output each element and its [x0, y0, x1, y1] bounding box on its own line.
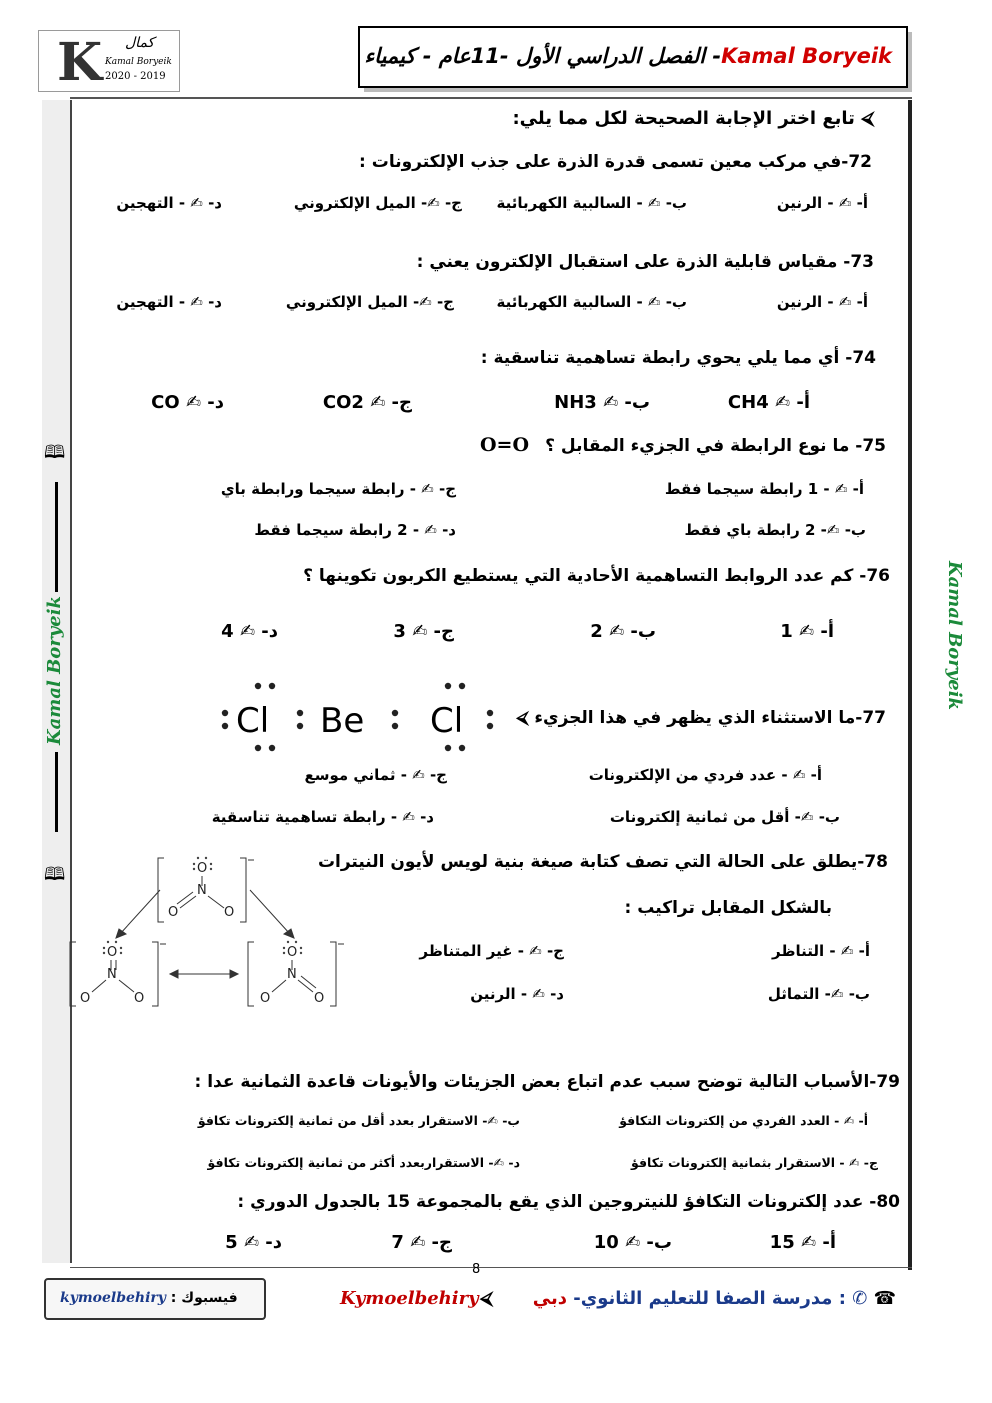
footer-school [533, 1288, 896, 1309]
q73-option-b[interactable]: ب- ✍ - السالبية الكهربائية [496, 293, 687, 311]
header-brand: Kamal Boryeik [721, 44, 892, 68]
electron-dot [222, 710, 228, 716]
q76-option-a[interactable]: أ- ✍ 1 [780, 621, 834, 642]
logo-signature: كمال [125, 35, 155, 51]
question-79: 79-الأسباب التالية توضح سبب عدم اتباع بعض الجزيئات والأيونات قاعدة الثمانية عدا : [194, 1072, 900, 1092]
q77-option-d[interactable]: د- ✍ - رابطة تساهمية تناسقية [211, 808, 434, 826]
q76-option-d[interactable]: د- ✍ 4 [221, 621, 278, 642]
q77-option-b[interactable]: ب- ✍- أقل من ثمانية إلكترونات [609, 808, 840, 826]
side-label-right: Kamal Boryeik [944, 560, 966, 711]
q76-option-b[interactable]: ب- ✍ 2 [590, 621, 656, 642]
q80-option-a[interactable]: أ- ✍ 15 [769, 1232, 836, 1253]
top-divider [70, 97, 912, 99]
electron-dot [445, 745, 451, 751]
side-rule-top [55, 482, 58, 592]
q80-option-c[interactable]: ج- ✍ 7 [391, 1232, 452, 1253]
electron-dot [297, 723, 303, 729]
electron-dot [392, 723, 398, 729]
school-name: : مدرسة الصفا للتعليم الثانوي- [573, 1288, 846, 1309]
page-number: 8 [472, 1262, 481, 1277]
header-title: Kamal Boryeik- الفصل الدراسي الأول -11عام - كيمياء [364, 44, 892, 68]
electron-dot [287, 941, 289, 943]
electron-dot [445, 683, 451, 689]
question-72: 72-في مركب معين تسمى قدرة الذرة على جذب الإلكترونات : [359, 152, 872, 172]
question-75: 75- ما نوع الرابطة في الجزيء المقابل ؟ [545, 436, 886, 456]
electron-dot [197, 857, 199, 859]
right-margin-bar [908, 100, 926, 1270]
q77-option-c[interactable]: ج- ✍ - ثماني موسع [304, 766, 447, 784]
social-label: فيسبوك : [170, 1290, 238, 1306]
question-78: 78-يطلق على الحالة التي تصف كتابة صيغة بنية لويس لأيون النيترات [317, 852, 888, 872]
side-rule-bottom [55, 752, 58, 832]
atom-n: N [197, 883, 207, 898]
question-80: 80- عدد إلكترونات التكافؤ للنيتروجين الذي يقع بالمجموعة 15 بالجدول الدوري : [237, 1192, 900, 1212]
electron-dot [222, 723, 228, 729]
atom-o: O [168, 905, 179, 920]
electron-dot [300, 947, 302, 949]
becl2-lewis-diagram [210, 676, 510, 756]
side-label-left: Kamal Boryeik [44, 595, 66, 746]
social-handle[interactable]: kymoelbehiry [60, 1290, 166, 1306]
atom-o: O [197, 861, 208, 876]
q78-option-c[interactable]: ج- ✍ - غير المتناظر [419, 942, 564, 960]
q72-option-a[interactable]: أ- ✍ - الرنين [776, 194, 868, 212]
footer-arrow: ⮘ [480, 1288, 493, 1309]
atom-o: O [134, 991, 145, 1006]
electron-dot [283, 947, 285, 949]
electron-dot [269, 683, 275, 689]
footer-handle: Kymoelbehiry [340, 1288, 479, 1309]
electron-dot [295, 941, 297, 943]
q78-option-b[interactable]: ب- ✍- التماثل [767, 985, 870, 1003]
atom-o: O [107, 945, 118, 960]
q79-option-b[interactable]: ب- ✍- الاستقرار بعدد أقل من ثمانية إلكترونات تكافؤ [197, 1113, 520, 1128]
electron-dot [107, 941, 109, 943]
phone-icon: ☎ [873, 1288, 896, 1309]
bottom-divider [70, 1267, 912, 1268]
footer-social-box [44, 1278, 270, 1324]
atom-be: Be [320, 701, 365, 741]
electron-dot [103, 952, 105, 954]
q74-option-d[interactable]: د- ✍ CO [151, 392, 224, 413]
atom-o: O [224, 905, 235, 920]
q72-option-b[interactable]: ب- ✍ - السالبية الكهربائية [496, 194, 687, 212]
question-76: 76- كم عدد الروابط التساهمية الأحادية التي يستطيع الكربون تكوينها ؟ [303, 566, 890, 586]
q73-option-c[interactable]: ج- ✍- الميل الإلكتروني [285, 293, 454, 311]
electron-dot [115, 941, 117, 943]
school-city: دبي [532, 1288, 567, 1309]
section-intro: ⮘ تابع اختر الإجابة الصحيحة لكل مما يلي: [512, 108, 874, 129]
question-78-line2: بالشكل المقابل تراكيب : [624, 898, 832, 918]
electron-dot [103, 947, 105, 949]
electron-dot [210, 863, 212, 865]
book-icon: 🕮 [44, 864, 66, 885]
electron-dot [120, 947, 122, 949]
q79-option-d[interactable]: د- ✍- الاستقراربعدد أكثر من ثمانية إلكترونات تكافؤ [207, 1155, 520, 1170]
electron-dot [210, 868, 212, 870]
q78-option-d[interactable]: د- ✍ - الرنين [470, 985, 564, 1003]
logo-years: 2020 - 2019 [105, 71, 166, 82]
atom-o: O [314, 991, 325, 1006]
logo-name: Kamal Boryeik [105, 57, 172, 67]
q80-option-b[interactable]: ب- ✍ 10 [593, 1232, 672, 1253]
atom-cl-left: Cl [236, 701, 270, 741]
atom-cl-right: Cl [430, 701, 464, 741]
q76-option-c[interactable]: ج- ✍ 3 [393, 621, 454, 642]
logo-letter: K [57, 32, 103, 93]
electron-dot [487, 723, 493, 729]
electron-dot [283, 952, 285, 954]
q75-formula: O=O [480, 434, 530, 456]
q80-option-d[interactable]: د- ✍ 5 [225, 1232, 282, 1253]
q77-option-a[interactable]: أ- ✍ - عدد فردي من الإلكترونات [588, 766, 822, 784]
logo [38, 30, 180, 92]
atom-o: O [287, 945, 298, 960]
electron-dot [120, 952, 122, 954]
q75-option-c[interactable]: ج- ✍ - رابطة سيجما ورابطة باي [220, 480, 456, 498]
q73-option-a[interactable]: أ- ✍ - الرنين [776, 293, 868, 311]
atom-n: N [287, 967, 297, 982]
electron-dot [255, 745, 261, 751]
q75-option-a[interactable]: أ- ✍ - 1 رابطة سيجما فقط [664, 480, 864, 498]
electron-dot [193, 863, 195, 865]
atom-o: O [260, 991, 271, 1006]
q74-option-c[interactable]: ج- ✍ CO2 [322, 392, 412, 413]
q75-option-d[interactable]: د- ✍ - 2 رابطة سيجما فقط [254, 521, 456, 539]
whatsapp-icon: ✆ [852, 1288, 868, 1309]
atom-n: N [107, 967, 117, 982]
q78-option-a[interactable]: أ- ✍ - التناظر [772, 942, 870, 960]
atom-o: O [80, 991, 91, 1006]
electron-dot [487, 710, 493, 716]
q73-option-d[interactable]: د- ✍ - التهجين [116, 293, 222, 311]
q75-option-b[interactable]: ب- ✍- 2 رابطة باي فقط [684, 521, 866, 539]
q72-option-c[interactable]: ج- ✍- الميل الإلكتروني [293, 194, 462, 212]
nitrate-resonance-diagram [64, 850, 354, 1010]
electron-dot [193, 868, 195, 870]
electron-dot [459, 745, 465, 751]
q74-option-a[interactable]: أ- ✍ CH4 [727, 392, 810, 413]
electron-dot [269, 745, 275, 751]
q79-option-c[interactable]: ج- ✍ - الاستقرار بثمانية إلكترونات تكافؤ [631, 1155, 878, 1170]
electron-dot [255, 683, 261, 689]
electron-dot [297, 710, 303, 716]
electron-dot [459, 683, 465, 689]
electron-dot [205, 857, 207, 859]
q74-option-b[interactable]: ب- ✍ NH3 [554, 392, 650, 413]
q72-option-d[interactable]: د- ✍ - التهجين [116, 194, 222, 212]
question-74: 74- أي مما يلي يحوي رابطة تساهمية تناسقية : [480, 348, 876, 368]
question-73: 73- مقياس قابلية الذرة على استقبال الإلكترون يعني : [416, 252, 874, 272]
electron-dot [392, 710, 398, 716]
q79-option-a[interactable]: أ- ✍ - العدد الفردي من إلكترونات التكافؤ [619, 1113, 868, 1128]
header-banner [358, 26, 914, 94]
question-77: 77-ما الاستثناء الذي يظهر في هذا الجزيء ⮘ [516, 708, 886, 728]
book-icon: 🕮 [44, 442, 66, 463]
electron-dot [300, 952, 302, 954]
